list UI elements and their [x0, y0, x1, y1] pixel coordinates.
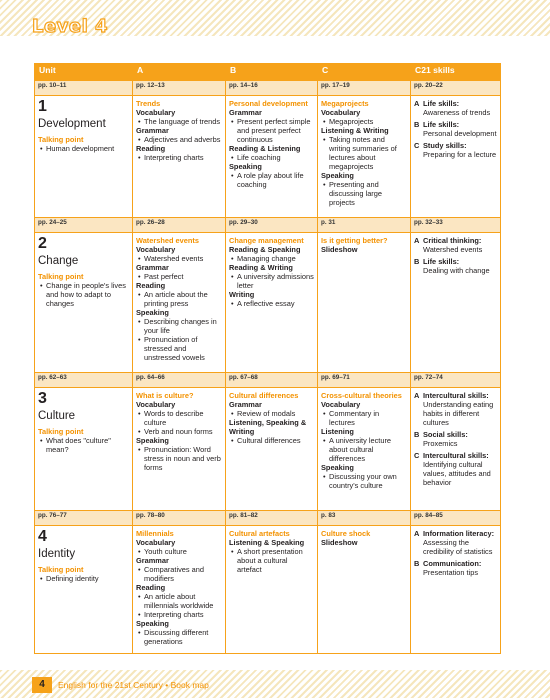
skill-heading: Grammar: [136, 126, 169, 136]
c21-cell: [411, 526, 501, 654]
lesson-cell: [133, 388, 226, 511]
c21-text: Identifying cultural values, attitudes and behavior: [423, 460, 491, 488]
c21-text: Watershed events: [423, 245, 483, 255]
c21-letter: A: [414, 99, 420, 108]
skill-heading: Listening & Writing: [321, 126, 389, 136]
c21-title: Critical thinking:: [423, 236, 482, 245]
lesson-item: • Commentary in lectures: [321, 409, 407, 427]
c21-letter: C: [414, 451, 420, 461]
page-range: p. 83: [318, 511, 411, 526]
c21-title: Life skills:: [423, 120, 460, 130]
lesson-cell: [318, 388, 411, 511]
footer-text: English for the 21st Century • Book map: [58, 680, 209, 690]
skill-heading: Listening: [321, 427, 354, 437]
page-range-row: [35, 373, 501, 388]
unit-number: 3: [38, 390, 47, 407]
lesson-cell: [133, 96, 226, 218]
skill-heading: Speaking: [229, 162, 262, 172]
page-range: pp. 12–13: [133, 81, 226, 96]
talking-point-label: Talking point: [38, 427, 84, 437]
page-range: pp. 32–33: [411, 218, 501, 233]
page-range: pp. 10–11: [35, 81, 133, 96]
skill-heading: Grammar: [136, 556, 169, 566]
page-range: pp. 69–71: [318, 373, 411, 388]
page-range: pp. 29–30: [226, 218, 318, 233]
page-range: pp. 78–80: [133, 511, 226, 526]
book-map-table: [34, 63, 501, 654]
unit-row: [35, 388, 501, 511]
c21-letter: C: [414, 141, 420, 151]
lesson-item: • Interpreting charts: [136, 153, 222, 162]
c21-letter: B: [414, 430, 420, 440]
lesson-title: Is it getting better?: [321, 236, 388, 245]
lesson-cell: [318, 96, 411, 218]
c21-skill: [414, 430, 497, 448]
talking-point-label: Talking point: [38, 135, 84, 145]
skill-heading: Vocabulary: [321, 400, 361, 410]
skill-heading: Vocabulary: [136, 245, 176, 255]
page-range: pp. 62–63: [35, 373, 133, 388]
c21-skill: [414, 120, 497, 138]
lesson-item: • An article about the printing press: [136, 290, 222, 308]
c21-skill: [414, 99, 497, 117]
page-range: pp. 14–16: [226, 81, 318, 96]
c21-text: Presentation tips: [423, 568, 479, 578]
unit-number: 2: [38, 235, 47, 252]
lesson-item: • Presenting and discussing large projects: [321, 180, 407, 207]
c21-title: Life skills:: [423, 257, 460, 267]
unit-row: [35, 233, 501, 373]
c21-text: Dealing with change: [423, 266, 490, 276]
lesson-item: • Watershed events: [136, 254, 222, 263]
c21-skill: [414, 559, 497, 577]
header-row: [35, 64, 501, 81]
lesson-item: • Megaprojects: [321, 117, 407, 126]
lesson-item: • A short presentation about a cultural artefact: [229, 547, 314, 574]
lesson-title: Change management: [229, 236, 304, 245]
c21-letter: B: [414, 120, 420, 130]
skill-heading: Speaking: [136, 308, 169, 318]
lesson-cell: [133, 526, 226, 654]
lesson-item: • Life coaching: [229, 153, 314, 162]
unit-number: 1: [38, 98, 47, 115]
page-range-row: [35, 511, 501, 526]
c21-letter: A: [414, 236, 420, 245]
lesson-title: Megaprojects: [321, 99, 369, 108]
page-range: pp. 81–82: [226, 511, 318, 526]
lesson-item: • Managing change: [229, 254, 314, 263]
lesson-item: • Youth culture: [136, 547, 222, 556]
lesson-cell: [318, 233, 411, 373]
lesson-title: Cultural differences: [229, 391, 299, 400]
skill-heading: Writing: [229, 290, 255, 300]
skill-heading: Listening & Speaking: [229, 538, 305, 548]
skill-heading: Reading & Listening: [229, 144, 301, 154]
lesson-title: Cross-cultural theories: [321, 391, 402, 400]
c21-letter: A: [414, 391, 420, 400]
skill-heading: Speaking: [321, 463, 354, 473]
lesson-item: • Words to describe culture: [136, 409, 222, 427]
lesson-item: • Cultural differences: [229, 436, 314, 445]
unit-cell: [35, 233, 133, 373]
skill-heading: Listening, Speaking & Writing: [229, 418, 307, 437]
column-header: C21 skills: [411, 64, 501, 81]
lesson-title: Cultural artefacts: [229, 529, 290, 538]
lesson-item: • Discussing different generations: [136, 628, 222, 646]
lesson-item: • Taking notes and writing summaries of lectures about megaprojects: [321, 135, 407, 171]
units-body: [35, 81, 501, 654]
column-header: A: [133, 64, 226, 81]
page-range-row: [35, 81, 501, 96]
c21-title: Information literacy:: [423, 529, 495, 538]
lesson-item: • An article about millennials worldwide: [136, 592, 222, 610]
c21-skill: [414, 236, 497, 254]
c21-skill: [414, 451, 497, 487]
c21-cell: [411, 96, 501, 218]
skill-heading: Reading: [136, 144, 166, 154]
unit-number: 4: [38, 528, 47, 545]
column-header: B: [226, 64, 318, 81]
skill-heading: Vocabulary: [136, 400, 176, 410]
c21-skill: [414, 141, 497, 159]
lesson-item: • Describing changes in your life: [136, 317, 222, 335]
level-title: Level 4: [32, 16, 109, 37]
unit-name: Development: [38, 118, 106, 130]
lesson-title: Personal development: [229, 99, 308, 108]
c21-letter: B: [414, 257, 420, 267]
lesson-item: • A university lecture about cultural differences: [321, 436, 407, 463]
skill-heading: Slideshow: [321, 538, 358, 548]
page-range: pp. 26–28: [133, 218, 226, 233]
c21-skill: [414, 529, 497, 556]
lesson-cell: [226, 388, 318, 511]
lesson-item: • Comparatives and modifiers: [136, 565, 222, 583]
c21-text: Awareness of trends: [423, 108, 491, 118]
talking-point-item: • What does "culture" mean?: [38, 436, 129, 454]
c21-text: Proxemics: [423, 439, 458, 449]
unit-name: Culture: [38, 410, 76, 422]
skill-heading: Vocabulary: [321, 108, 361, 118]
lesson-cell: [226, 96, 318, 218]
c21-title: Life skills:: [423, 99, 460, 108]
skill-heading: Reading: [136, 281, 166, 291]
c21-title: Study skills:: [423, 141, 467, 151]
c21-letter: B: [414, 559, 420, 569]
lesson-item: • Adjectives and adverbs: [136, 135, 222, 144]
page-range: pp. 76–77: [35, 511, 133, 526]
skill-heading: Reading: [136, 583, 166, 593]
lesson-cell: [226, 233, 318, 373]
skill-heading: Speaking: [136, 436, 169, 446]
unit-cell: [35, 388, 133, 511]
lesson-item: • Interpreting charts: [136, 610, 222, 619]
skill-heading: Speaking: [136, 619, 169, 629]
c21-title: Intercultural skills:: [423, 451, 489, 461]
unit-row: [35, 96, 501, 218]
lesson-item: • Verb and noun forms: [136, 427, 222, 436]
lesson-title: What is culture?: [136, 391, 194, 400]
skill-heading: Reading & Speaking: [229, 245, 301, 255]
c21-title: Communication:: [423, 559, 482, 569]
page-range: pp. 64–66: [133, 373, 226, 388]
skill-heading: Reading & Writing: [229, 263, 293, 273]
page-range: pp. 24–25: [35, 218, 133, 233]
lesson-title: Trends: [136, 99, 161, 108]
unit-name: Change: [38, 255, 79, 267]
unit-cell: [35, 96, 133, 218]
unit-row: [35, 526, 501, 654]
talking-point-item: • Change in people's lives and how to adapt to changes: [38, 281, 129, 308]
lesson-item: • Review of modals: [229, 409, 314, 418]
c21-skill: [414, 257, 497, 275]
page-number: 4: [32, 677, 52, 693]
c21-title: Social skills:: [423, 430, 468, 440]
skill-heading: Grammar: [136, 263, 169, 273]
talking-point-label: Talking point: [38, 272, 84, 282]
lesson-item: • Past perfect: [136, 272, 222, 281]
lesson-item: • Pronunciation: Word stress in noun and verb forms: [136, 445, 222, 472]
lesson-cell: [318, 526, 411, 654]
page-range: p. 31: [318, 218, 411, 233]
skill-heading: Vocabulary: [136, 108, 176, 118]
talking-point-item: • Human development: [38, 144, 129, 153]
lesson-cell: [133, 233, 226, 373]
c21-text: Assessing the credibility of statistics: [423, 538, 493, 557]
page-range: pp. 84–85: [411, 511, 501, 526]
c21-letter: A: [414, 529, 420, 538]
page-range-row: [35, 218, 501, 233]
talking-point-item: • Defining identity: [38, 574, 129, 583]
lesson-title: Millennials: [136, 529, 174, 538]
unit-name: Identity: [38, 548, 76, 560]
page-range: pp. 17–19: [318, 81, 411, 96]
c21-text: Personal development: [423, 129, 497, 139]
skill-heading: Vocabulary: [136, 538, 176, 548]
talking-point-label: Talking point: [38, 565, 84, 575]
c21-cell: [411, 233, 501, 373]
lesson-item: • Pronunciation of stressed and unstressed vowels: [136, 335, 222, 362]
lesson-item: • Discussing your own country's culture: [321, 472, 407, 490]
c21-title: Intercultural skills:: [423, 391, 489, 400]
lesson-item: • A reflective essay: [229, 299, 314, 308]
skill-heading: Grammar: [229, 108, 262, 118]
lesson-item: • Present perfect simple and present perfect continuous: [229, 117, 314, 144]
page-range: pp. 67–68: [226, 373, 318, 388]
lesson-item: • The language of trends: [136, 117, 222, 126]
c21-text: Understanding eating habits in different cultures: [423, 400, 494, 428]
lesson-item: • A role play about life coaching: [229, 171, 314, 189]
lesson-item: • A university admissions letter: [229, 272, 314, 290]
skill-heading: Grammar: [229, 400, 262, 410]
column-header: C: [318, 64, 411, 81]
page-range: pp. 20–22: [411, 81, 501, 96]
c21-cell: [411, 388, 501, 511]
skill-heading: Speaking: [321, 171, 354, 181]
lesson-cell: [226, 526, 318, 654]
unit-cell: [35, 526, 133, 654]
c21-skill: [414, 391, 497, 427]
page-range: pp. 72–74: [411, 373, 501, 388]
column-header: Unit: [35, 64, 133, 81]
lesson-title: Watershed events: [136, 236, 199, 245]
c21-text: Preparing for a lecture: [423, 150, 497, 160]
lesson-title: Culture shock: [321, 529, 371, 538]
skill-heading: Slideshow: [321, 245, 358, 255]
